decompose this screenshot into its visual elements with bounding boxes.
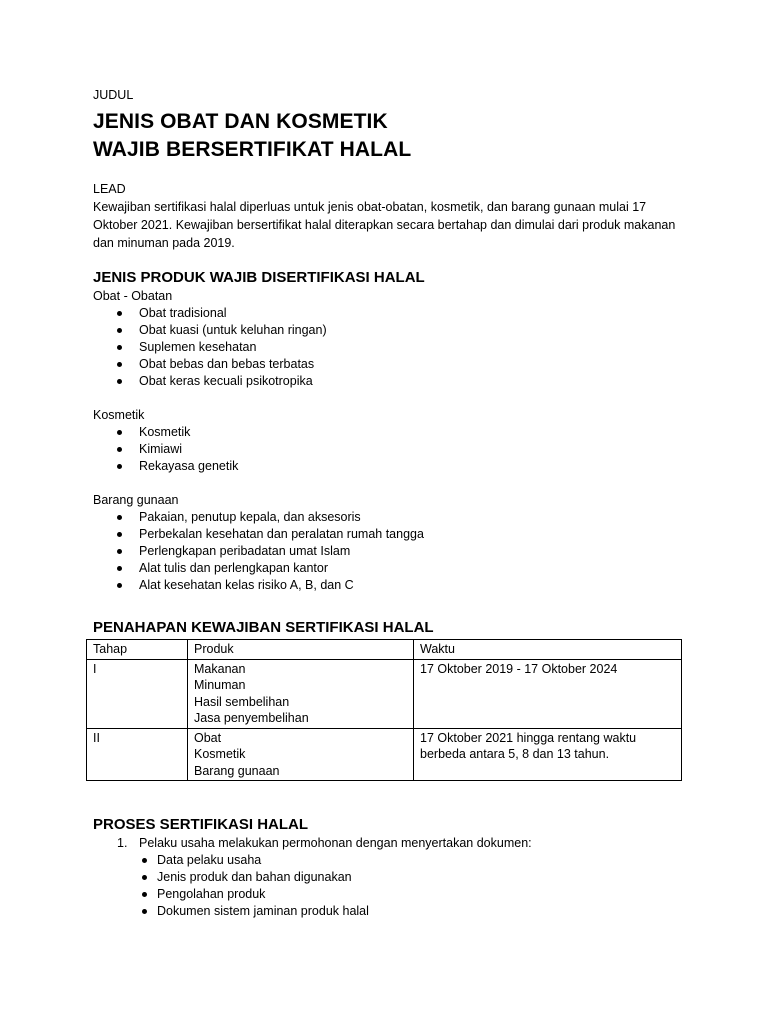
- list-item: Alat tulis dan perlengkapan kantor: [93, 560, 683, 577]
- bullet-icon: [117, 430, 122, 435]
- list-item: Alat kesehatan kelas risiko A, B, dan C: [93, 577, 683, 594]
- lead-paragraph: Kewajiban sertifikasi halal diperluas untuk jenis obat-obatan, kosmetik, dan barang gunaan mulai 17 Oktober 2021. Kewajiban bersertifikat halal diterapkan secara bertahap dan dimulai dari produk makanan dan minuman pada 2019.: [93, 200, 676, 250]
- bullet-icon: [142, 909, 147, 914]
- column-header-waktu: Waktu: [414, 640, 682, 660]
- bullet-icon: [117, 345, 122, 350]
- penahapan-table: [86, 639, 682, 781]
- cell-waktu: 17 Oktober 2019 - 17 Oktober 2024: [414, 659, 682, 728]
- group-label-barang-gunaan: Barang gunaan: [93, 493, 179, 507]
- bullet-icon: [117, 532, 122, 537]
- step-document-list: [139, 852, 683, 920]
- list-item: Obat kuasi (untuk keluhan ringan): [93, 322, 683, 339]
- bullet-icon: [117, 583, 122, 588]
- bullet-icon: [142, 875, 147, 880]
- list-item: Data pelaku usaha: [139, 852, 683, 869]
- bullet-icon: [117, 447, 122, 452]
- list-obat: [93, 305, 683, 390]
- lead-label: LEAD: [93, 182, 126, 196]
- table-row: [87, 659, 682, 728]
- list-item: Kosmetik: [93, 424, 683, 441]
- list-barang-gunaan: [93, 509, 683, 594]
- table-row: [87, 728, 682, 781]
- group-label-obat: Obat - Obatan: [93, 289, 173, 303]
- list-item: Perlengkapan peribadatan umat Islam: [93, 543, 683, 560]
- list-item: Jenis produk dan bahan digunakan: [139, 869, 683, 886]
- list-kosmetik: [93, 424, 683, 475]
- list-item: Pengolahan produk: [139, 886, 683, 903]
- column-header-tahap: Tahap: [87, 640, 188, 660]
- bullet-icon: [117, 464, 122, 469]
- section-heading-penahapan: PENAHAPAN KEWAJIBAN SERTIFIKASI HALAL: [93, 619, 434, 636]
- list-item: Perbekalan kesehatan dan peralatan rumah tangga: [93, 526, 683, 543]
- bullet-icon: [117, 311, 122, 316]
- bullet-icon: [117, 515, 122, 520]
- group-label-kosmetik: Kosmetik: [93, 408, 145, 422]
- cell-waktu: 17 Oktober 2021 hingga rentang waktu berbeda antara 5, 8 dan 13 tahun.: [414, 728, 682, 781]
- bullet-icon: [117, 328, 122, 333]
- proses-steps-list: [93, 835, 683, 920]
- section-heading-proses: PROSES SERTIFIKASI HALAL: [93, 816, 309, 833]
- table-header-row: [87, 640, 682, 660]
- step-text: Pelaku usaha melakukan permohonan dengan menyertakan dokumen:: [139, 836, 532, 850]
- cell-tahap: II: [87, 728, 188, 781]
- judul-label: JUDUL: [93, 88, 134, 102]
- cell-produk: Obat Kosmetik Barang gunaan: [188, 728, 414, 781]
- bullet-icon: [117, 566, 122, 571]
- step-item: [93, 835, 683, 920]
- column-header-produk: Produk: [188, 640, 414, 660]
- list-item: Dokumen sistem jaminan produk halal: [139, 903, 683, 920]
- bullet-icon: [117, 379, 122, 384]
- bullet-icon: [142, 892, 147, 897]
- section-heading-jenis-produk: JENIS PRODUK WAJIB DISERTIFIKASI HALAL: [93, 269, 425, 286]
- list-item: Suplemen kesehatan: [93, 339, 683, 356]
- list-item: Kimiawi: [93, 441, 683, 458]
- title-line-2: WAJIB BERSERTIFIKAT HALAL: [93, 138, 412, 161]
- bullet-icon: [117, 549, 122, 554]
- bullet-icon: [117, 362, 122, 367]
- list-item: Obat bebas dan bebas terbatas: [93, 356, 683, 373]
- list-item: Obat tradisional: [93, 305, 683, 322]
- cell-produk: Makanan Minuman Hasil sembelihan Jasa penyembelihan: [188, 659, 414, 728]
- list-item: Obat keras kecuali psikotropika: [93, 373, 683, 390]
- title-line-1: JENIS OBAT DAN KOSMETIK: [93, 110, 388, 133]
- list-item: Pakaian, penutup kepala, dan aksesoris: [93, 509, 683, 526]
- list-item: Rekayasa genetik: [93, 458, 683, 475]
- cell-tahap: I: [87, 659, 188, 728]
- bullet-icon: [142, 858, 147, 863]
- step-number: 1.: [117, 836, 128, 850]
- document-page: [93, 86, 683, 920]
